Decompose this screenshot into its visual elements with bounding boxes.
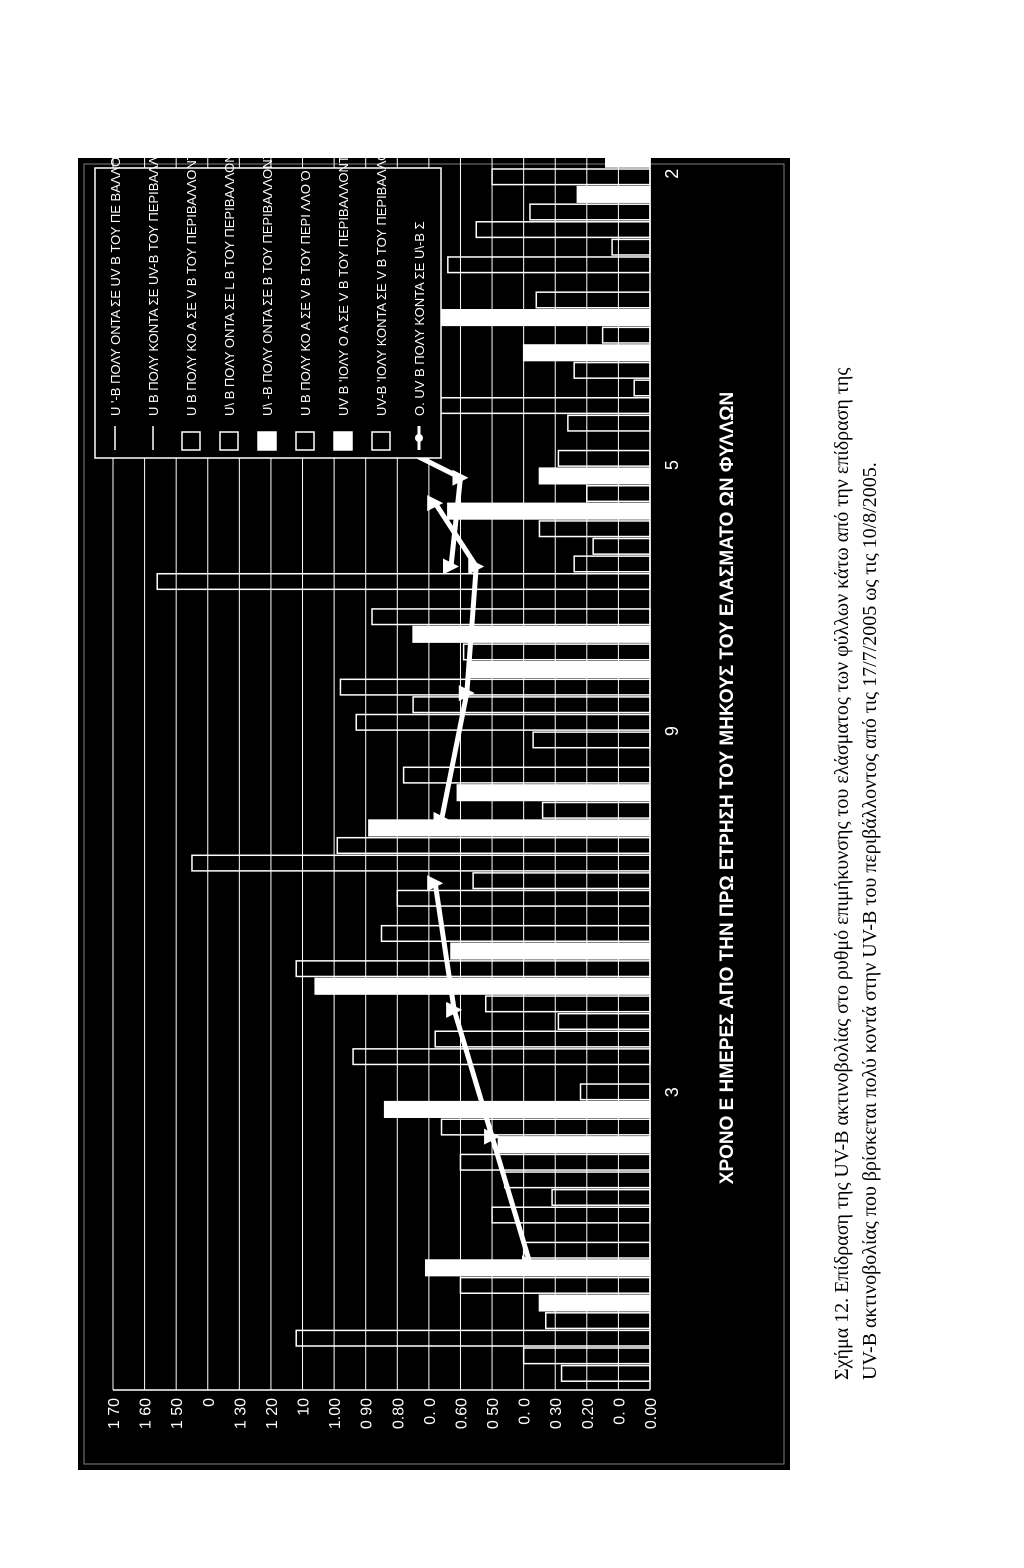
legend-entry: Ο. UV B ΠΟΛΥ ΚΟΝΤΑ ΣΕ U\-B Σ [412, 221, 427, 416]
legend-marker [415, 434, 423, 442]
x-tick-label: 3 [662, 1087, 682, 1098]
bar [369, 820, 650, 836]
bar [577, 187, 650, 203]
legend-entry: U\ B ΠΟΛΥ ΟΝΤΑ ΣΕ L B ΤΟΥ ΠΕΡΙΒΑΛΛΟΝΤΟΣ [222, 127, 237, 416]
legend-swatch [258, 432, 276, 450]
y-tick-label: 1 30 [232, 1398, 250, 1430]
y-tick-label: 0.20 [579, 1398, 597, 1430]
y-tick-label: 0.80 [390, 1398, 408, 1430]
y-tick-label: 0 [200, 1398, 218, 1407]
y-tick-label: 1 50 [169, 1398, 187, 1430]
bar [451, 943, 650, 959]
y-tick-label: 0. 0 [421, 1398, 439, 1425]
bar [448, 503, 650, 519]
legend-entry: U B ΠΟΛΥ ΚΟ Α ΣΕ V B ΤΟΥ ΠΕΡΙ ΛΛΟ Ό [298, 170, 313, 416]
legend-entry: UV-B 'ΙΟΛΥ ΚΟΝΤΑ ΣΕ V B ΤΟΥ ΠΕΡΙΒΑΛΛΟΝΤΟΣ [374, 115, 389, 416]
bar [546, 134, 650, 150]
y-tick-label: 0.60 [453, 1398, 471, 1430]
y-tick-label: 0 50 [485, 1398, 503, 1430]
y-tick-label: 10 [295, 1398, 313, 1416]
x-tick-label: 5 [662, 460, 682, 471]
y-tick-label: 0 90 [358, 1398, 376, 1430]
y-tick-label: 0 30 [548, 1398, 566, 1430]
bar [606, 151, 650, 167]
y-tick-label: 1 60 [137, 1398, 155, 1430]
bar [413, 627, 650, 643]
caption-line-2: UV-B ακτινοβολίας που βρίσκεται πολύ κοντά στην UV-B του περιβάλλοντος από τις 17/7/2005 ως τις 10/8/2005. [859, 462, 881, 1380]
x-tick-label: 9 [662, 726, 682, 737]
bar [457, 785, 650, 801]
legend-entry: U '-B ΠΟΛΥ ΟΝΤΑ ΣΕ UV B ΤΟΥ ΠΕ ΒΑΛΛΟΝΤΟΣ [108, 121, 123, 416]
bar [539, 1295, 650, 1311]
bar [539, 468, 650, 484]
y-tick-label: 0. 0 [516, 1398, 534, 1425]
legend-entry: U B ΠΟΛΥ ΚΟΝΤΑ ΣΕ UV-B ΤΟΥ ΠΕΡΙΒΑΛΛΟΝΤΟΣ [146, 111, 161, 416]
bar [498, 1137, 650, 1153]
bar [426, 1260, 650, 1276]
x-tick-label: 2 [662, 168, 682, 179]
y-axis-title: ΡΥΘΜΟΣ ΕΠΙΜΗΚΥΝΣΗΣ(mm ανα ημερα) ΤΟΥ ΕΛΑΣΜΑΤΟΣ ΤΩΝ ΦΥΛΛΩΝ [57, 472, 77, 1104]
y-tick-label: 1.00 [327, 1398, 345, 1430]
bar [470, 662, 650, 678]
legend-swatch [334, 432, 352, 450]
caption-line-1: Σχήμα 12. Επίδραση της UV-B ακτινοβολίας στο ρυθμό επιμήκυνσης του ελάσματος των φύλλων κάτω από την επίδραση της [831, 367, 853, 1380]
y-tick-label: 0. 0 [611, 1398, 629, 1425]
bar [315, 978, 650, 994]
bar [524, 345, 650, 361]
bar [385, 1102, 650, 1118]
legend-entry: U\ -B ΠΟΛΥ ΟΝΤΑ ΣΕ B ΤΟΥ ΠΕΡΙΒΑΛΛΟΝΤΟΣ [260, 133, 275, 416]
legend-entry: UV B 'ΙΟΛΥ Ο Α ΣΕ V B ΤΟΥ ΠΕΡΙΒΑΛΛΟΝΤΟΣ [336, 137, 351, 416]
y-tick-label: 0.00 [643, 1398, 660, 1430]
figure-caption [831, 368, 881, 1380]
legend-entry: U B ΠΟΛΥ ΚΟ Α ΣΕ V B ΤΟΥ ΠΕΡΙΒΑΛΛΟΝΤΟ [184, 142, 199, 416]
y-tick-label: 1 70 [106, 1398, 123, 1430]
y-tick-label: 1 20 [263, 1398, 281, 1430]
x-axis-title: ΧΡΟΝΟ Ε ΗΜΕΡΕΣ ΑΠΟ ΤΗΝ ΠΡΩ ΕΤΡΗΣΗ ΤΟΥ ΜΗΚΟΥΣ ΤΟΥ ΕΛΑΣΜΑΤΟ ΩΝ ΦΥΛΛΩΝ [717, 391, 738, 1185]
